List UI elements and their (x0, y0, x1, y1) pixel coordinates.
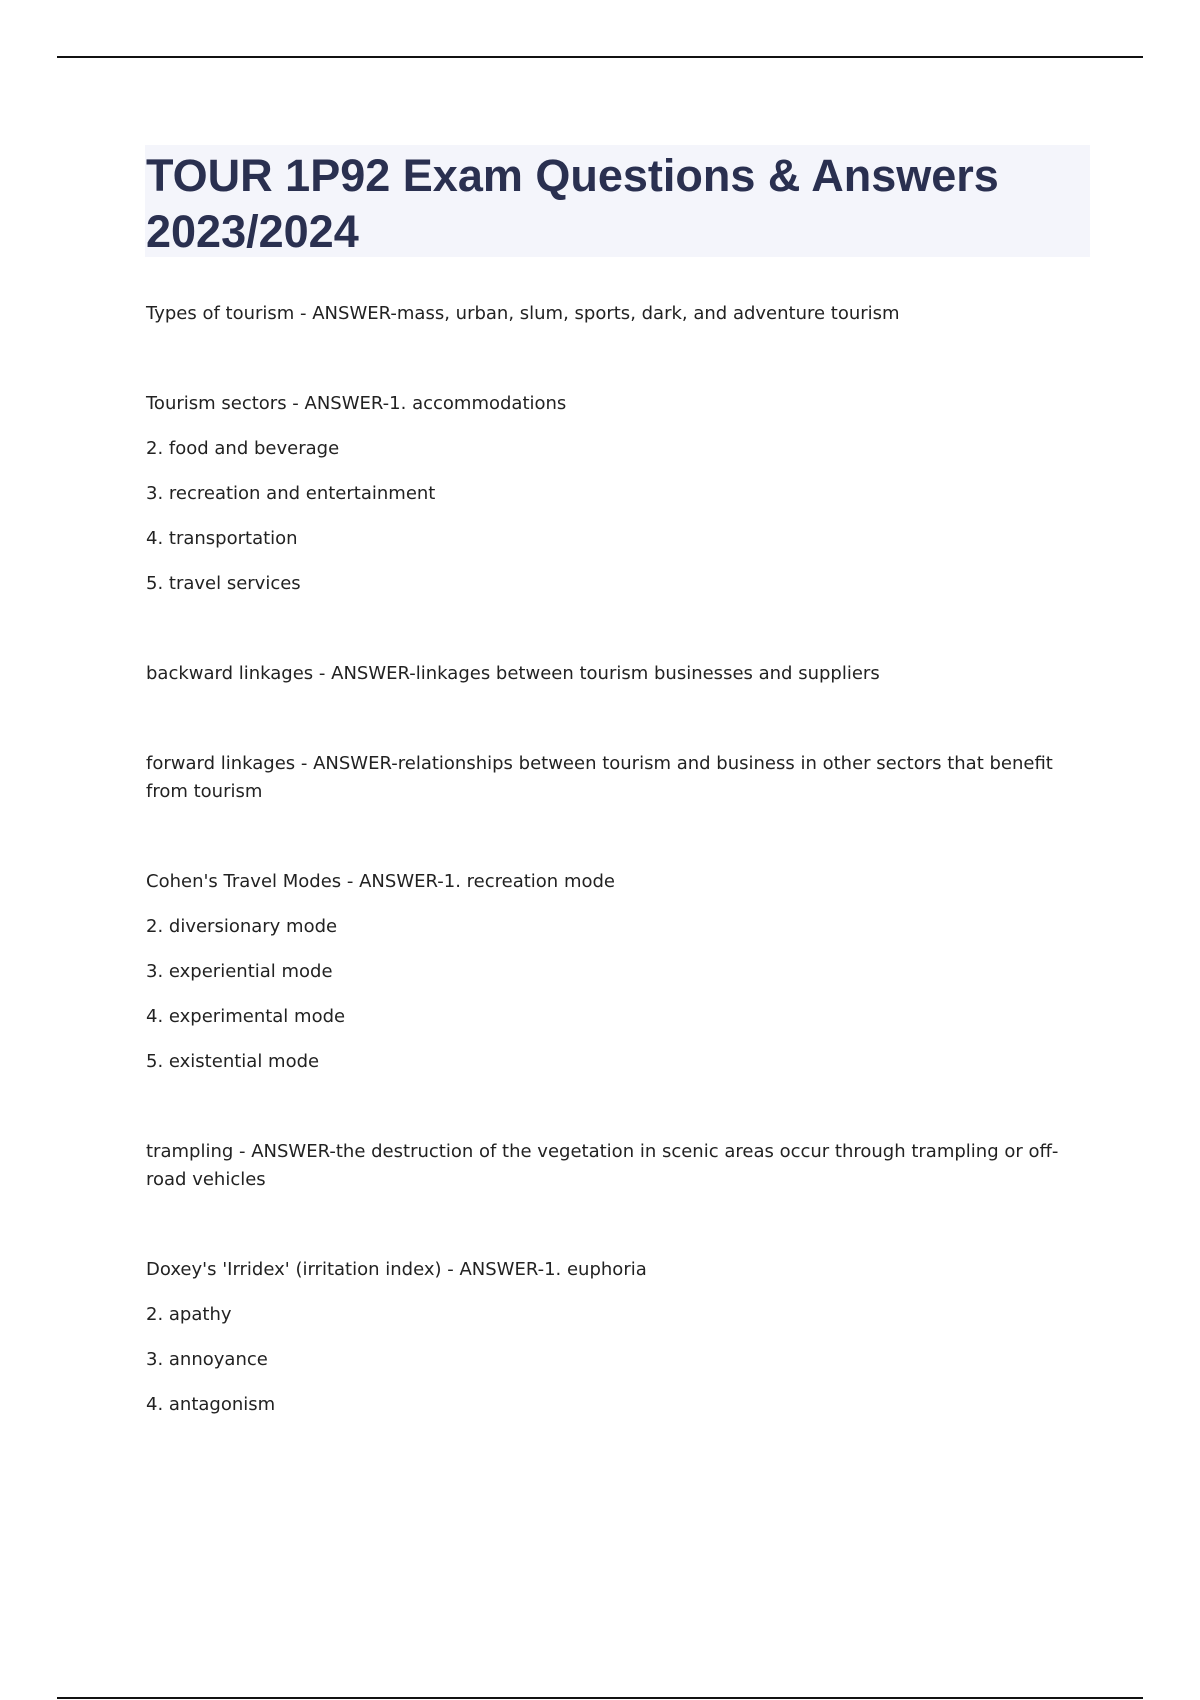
qa-line: 2. diversionary mode (146, 916, 338, 937)
qa-trampling (146, 1138, 1076, 1194)
qa-line: forward linkages - ANSWER-relationships between tourism and business in other sectors that benefit from tourism (146, 753, 1053, 802)
qa-line: Cohen's Travel Modes - ANSWER-1. recreation mode (146, 871, 615, 892)
bottom-rule (57, 1697, 1143, 1699)
qa-line: 5. existential mode (146, 1051, 320, 1072)
qa-line: 3. experiential mode (146, 961, 333, 982)
top-rule (57, 56, 1143, 58)
qa-forward-linkages (146, 750, 1076, 806)
qa-line: 3. annoyance (146, 1349, 268, 1370)
qa-line: 4. transportation (146, 528, 298, 549)
qa-line: 2. apathy (146, 1304, 232, 1325)
qa-cohens-travel-modes (146, 868, 1076, 1076)
qa-types-of-tourism (146, 300, 1076, 328)
qa-line: backward linkages - ANSWER-linkages between tourism businesses and suppliers (146, 663, 880, 684)
qa-tourism-sectors (146, 390, 1076, 598)
qa-line: 4. antagonism (146, 1394, 276, 1415)
qa-line: 3. recreation and entertainment (146, 483, 436, 504)
document-title: TOUR 1P92 Exam Questions & Answers 2023/2024 (146, 150, 999, 257)
qa-line: 2. food and beverage (146, 438, 340, 459)
qa-line: Doxey's 'Irridex' (irritation index) - ANSWER-1. euphoria (146, 1259, 647, 1280)
qa-doxeys-irridex (146, 1256, 1076, 1419)
qa-line: Types of tourism - ANSWER-mass, urban, slum, sports, dark, and adventure tourism (146, 303, 900, 324)
qa-line: Tourism sectors - ANSWER-1. accommodations (146, 393, 567, 414)
qa-line: 5. travel services (146, 573, 301, 594)
qa-line: trampling - ANSWER-the destruction of the vegetation in scenic areas occur through trampling or off-road vehicles (146, 1141, 1059, 1190)
qa-line: 4. experimental mode (146, 1006, 346, 1027)
document-body (146, 300, 1076, 1481)
qa-backward-linkages (146, 660, 1076, 688)
